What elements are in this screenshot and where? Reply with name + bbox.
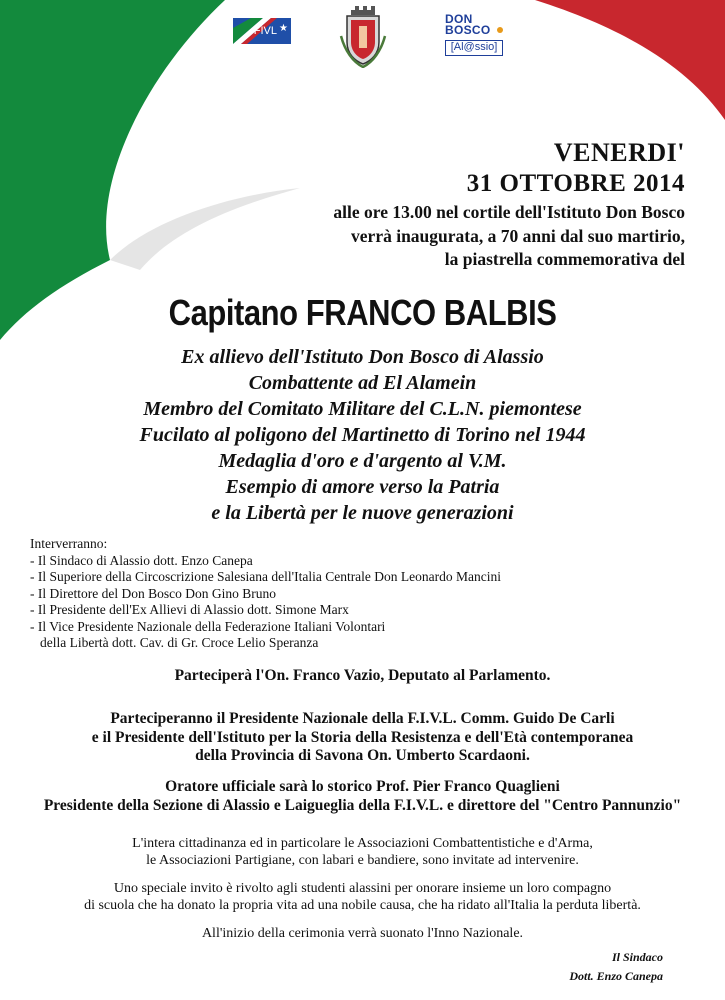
intro-line: verrà inaugurata, a 70 anni dal suo martirio, bbox=[351, 225, 685, 246]
participants-block bbox=[0, 710, 725, 766]
intro-line: la piastrella commemorativa del bbox=[444, 249, 685, 269]
anthem-note: All'inizio della cerimonia verrà suonato l'Inno Nazionale. bbox=[201, 926, 524, 941]
orator-line: Presidente della Sezione di Alassio e Laigueglia della F.I.V.L. e direttore del "Centro Pannunzio" bbox=[43, 796, 682, 814]
donbosco-alassio-box: [Al@ssio] bbox=[445, 40, 503, 56]
honoree-bio bbox=[0, 344, 725, 526]
speaker-item: - Il Sindaco di Alassio dott. Enzo Canepa bbox=[30, 552, 253, 568]
flag-green-band bbox=[0, 0, 225, 340]
donbosco-line1: DON bbox=[445, 12, 473, 26]
bio-line: Esempio di amore verso la Patria bbox=[225, 476, 500, 498]
event-date: 31 OTTOBRE 2014 bbox=[466, 170, 685, 197]
invitation-block bbox=[0, 835, 725, 869]
bio-line: Fucilato al poligono del Martinetto di Torino nel 1944 bbox=[139, 424, 586, 446]
orator-line: Oratore ufficiale sarà lo storico Prof. Pier Franco Quaglieni bbox=[165, 778, 560, 795]
star-icon: ★ bbox=[279, 23, 288, 34]
speaker-item: - Il Presidente dell'Ex Allievi di Alassio dott. Simone Marx bbox=[30, 602, 349, 617]
bio-line: Ex allievo dell'Istituto Don Bosco di Alassio bbox=[181, 346, 544, 368]
fivl-label: FIVL bbox=[253, 25, 277, 37]
bio-line: Medaglia d'oro e d'argento al V.M. bbox=[218, 450, 507, 472]
donbosco-wordmark bbox=[445, 14, 515, 36]
flag-grey-edge bbox=[110, 188, 300, 270]
orator-block bbox=[0, 778, 725, 815]
honoree-name: Capitano FRANCO BALBIS bbox=[168, 292, 557, 333]
invitation-line: le Associazioni Partigiane, con labari e bandiere, sono invitate ad intervenire. bbox=[146, 853, 579, 868]
speaker-item-continuation: della Libertà dott. Cav. di Gr. Croce Lelio Speranza bbox=[40, 635, 319, 650]
donbosco-logo bbox=[445, 14, 515, 64]
students-line: Uno speciale invito è rivolto agli studenti alassini per onorare insieme un loro compagno bbox=[113, 881, 612, 896]
speakers-list bbox=[30, 553, 501, 652]
invitation-line: L'intera cittadinanza ed in particolare le Associazioni Combattentistiche e d'Arma, bbox=[132, 836, 593, 851]
students-line: di scuola che ha donato la propria vita ad una nobile causa, che ha ridato all'Italia la perduta libertà. bbox=[84, 898, 641, 913]
alassio-crest-icon bbox=[339, 6, 387, 68]
event-day: VENERDI' bbox=[553, 138, 685, 167]
donbosco-line2: BOSCO bbox=[445, 23, 491, 37]
vazio-participation: Parteciperà l'On. Franco Vazio, Deputato al Parlamento. bbox=[174, 667, 551, 684]
students-block bbox=[0, 880, 725, 914]
participants-line: Parteciperanno il Presidente Nazionale della F.I.V.L. Comm. Guido De Carli bbox=[110, 710, 615, 727]
speaker-item: - Il Direttore del Don Bosco Don Gino Bruno bbox=[30, 585, 276, 601]
fivl-logo bbox=[233, 18, 291, 44]
bio-line: e la Libertà per le nuove generazioni bbox=[211, 502, 514, 524]
speaker-item: - Il Superiore della Circoscrizione Salesiana dell'Italia Centrale Don Leonardo Mancini bbox=[30, 569, 502, 584]
participants-line: e il Presidente dell'Istituto per la Storia della Resistenza e dell'Età contemporanea bbox=[91, 728, 634, 746]
speaker-item: - Il Vice Presidente Nazionale della Federazione Italiani Volontari bbox=[30, 618, 386, 634]
speakers-section bbox=[30, 536, 501, 652]
flag-red-band bbox=[535, 0, 725, 120]
bio-line: Membro del Comitato Militare del C.L.N. piemontese bbox=[143, 398, 582, 420]
participants-line: della Provincia di Savona On. Umberto Scardaoni. bbox=[195, 747, 530, 764]
event-intro bbox=[333, 201, 685, 272]
speakers-heading: Interverranno: bbox=[30, 536, 108, 551]
intro-line: alle ore 13.00 nel cortile dell'Istituto Don Bosco bbox=[333, 202, 685, 222]
signature-title: Il Sindaco bbox=[611, 950, 663, 964]
signature-block bbox=[569, 948, 663, 986]
signature-name: Dott. Enzo Canepa bbox=[569, 969, 663, 983]
bio-line: Combattente ad El Alamein bbox=[248, 372, 477, 394]
dot-icon bbox=[497, 27, 503, 33]
